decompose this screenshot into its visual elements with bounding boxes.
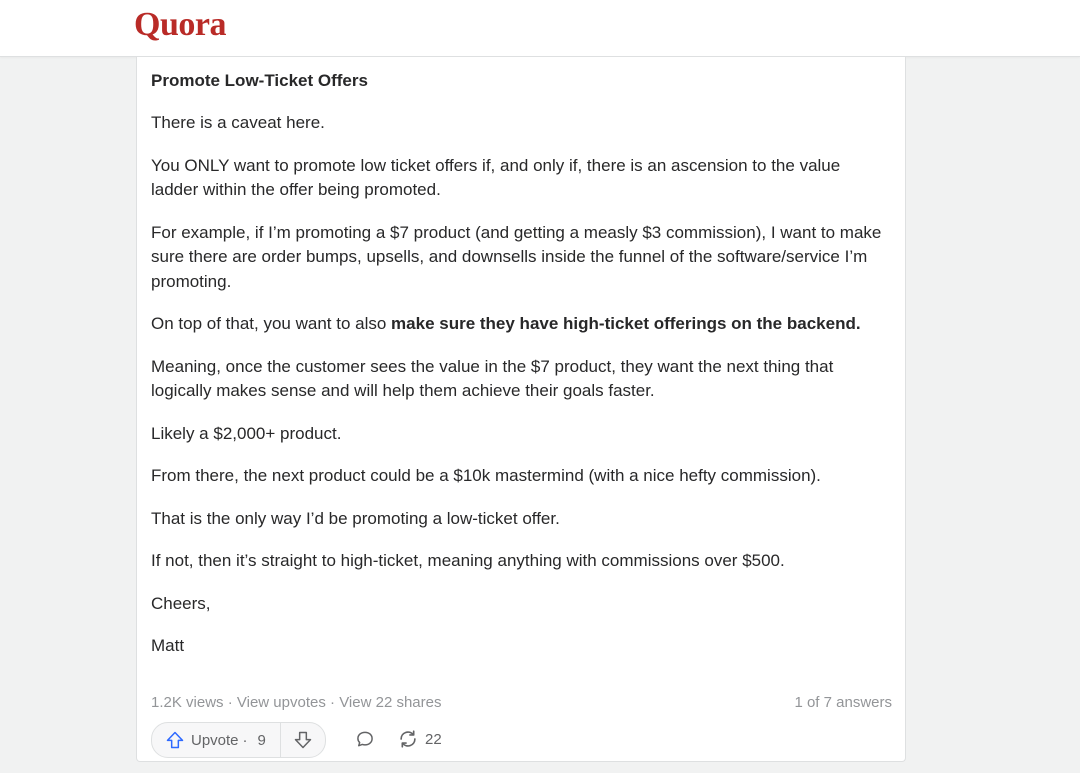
- share-button[interactable]: [397, 727, 442, 751]
- answer-text: On top of that, you want to also: [151, 314, 392, 333]
- answer-paragraph: There is a caveat here.: [151, 113, 325, 132]
- answer-paragraph: If not, then it’s straight to high-ticket, meaning anything with commissions over $500.: [151, 551, 785, 570]
- downvote-button[interactable]: [281, 723, 325, 757]
- share-count: 22: [425, 730, 442, 748]
- comment-button[interactable]: [353, 727, 377, 751]
- quora-logo[interactable]: Quora: [134, 6, 226, 43]
- answer-heading: Promote Low-Ticket Offers: [151, 71, 368, 90]
- comment-bubble-icon: [355, 729, 375, 749]
- meta-separator: ·: [223, 694, 237, 711]
- views-count: 1.2K views: [151, 694, 224, 711]
- answer-paragraph: You ONLY want to promote low ticket offers if, and only if, there is an ascension to the value ladder within the offer being promoted.: [151, 155, 841, 199]
- upvote-arrow-icon: [165, 730, 191, 750]
- share-refresh-icon: [397, 728, 425, 750]
- vote-pill: [151, 722, 326, 758]
- answer-paragraph: Likely a $2,000+ product.: [151, 423, 342, 443]
- view-upvotes-link[interactable]: View upvotes: [236, 694, 326, 711]
- top-bar: [0, 0, 1080, 57]
- upvote-label: Upvote: [191, 731, 239, 749]
- answer-paragraph: From there, the next product could be a $10k mastermind (with a nice hefty commission).: [151, 466, 821, 485]
- answer-paragraph: Meaning, once the customer sees the value in the $7 product, they want the next thing that logically makes sense and will help them achieve their goals faster.: [151, 356, 834, 400]
- answer-card: [136, 57, 906, 762]
- answer-meta: [151, 693, 892, 713]
- answer-paragraph: For example, if I’m promoting a $7 product (and getting a measly $3 commission), I want to make sure there are order bumps, upsells, and downsells inside the funnel of the software/service I’m promoting.: [151, 222, 882, 291]
- answer-signoff: Cheers,: [151, 593, 211, 613]
- downvote-arrow-icon: [293, 730, 313, 750]
- view-shares-link[interactable]: View 22 shares: [339, 694, 442, 711]
- answer-paragraph: [151, 312, 891, 337]
- meta-separator: ·: [325, 694, 340, 711]
- answer-actions: [151, 722, 892, 756]
- upvote-separator: ·: [242, 731, 248, 749]
- answer-bold-text: make sure they have high-ticket offerings on the backend.: [391, 314, 861, 333]
- answer-paragraph: That is the only way I’d be promoting a low-ticket offer.: [151, 508, 560, 528]
- answer-author-signature: Matt: [151, 636, 185, 655]
- upvote-button[interactable]: [152, 723, 280, 757]
- answer-position[interactable]: 1 of 7 answers: [794, 694, 892, 711]
- upvote-count: 9: [257, 731, 266, 749]
- answer-content: [151, 69, 891, 677]
